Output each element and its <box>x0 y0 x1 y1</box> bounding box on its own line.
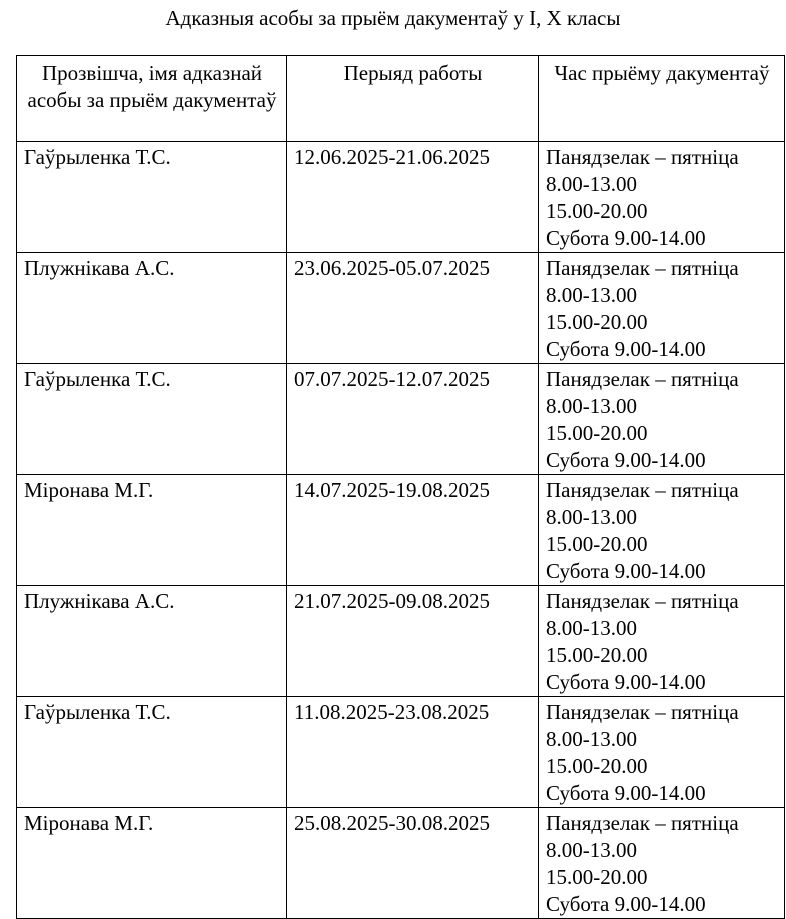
hours-morning: 8.00-13.00 <box>546 394 637 418</box>
responsible-name: Плужнікава А.С. <box>17 586 287 697</box>
table-row <box>17 808 785 919</box>
schedule-table <box>16 55 785 919</box>
hours-weekdays: Панядзелак – пятніца <box>546 700 739 724</box>
reception-hours <box>539 142 785 253</box>
hours-morning: 8.00-13.00 <box>546 505 637 529</box>
hours-morning: 8.00-13.00 <box>546 172 637 196</box>
table-row <box>17 253 785 364</box>
hours-morning: 8.00-13.00 <box>546 727 637 751</box>
hours-saturday: Субота 9.00-14.00 <box>546 670 706 694</box>
table-row <box>17 475 785 586</box>
hours-weekdays: Панядзелак – пятніца <box>546 367 739 391</box>
reception-hours <box>539 586 785 697</box>
responsible-name: Плужнікава А.С. <box>17 253 287 364</box>
hours-morning: 8.00-13.00 <box>546 283 637 307</box>
hours-evening: 15.00-20.00 <box>546 310 648 334</box>
hours-evening: 15.00-20.00 <box>546 754 648 778</box>
hours-saturday: Субота 9.00-14.00 <box>546 892 706 916</box>
hours-evening: 15.00-20.00 <box>546 532 648 556</box>
table-row <box>17 364 785 475</box>
work-period: 21.07.2025-09.08.2025 <box>287 586 539 697</box>
hours-morning: 8.00-13.00 <box>546 838 637 862</box>
hours-weekdays: Панядзелак – пятніца <box>546 145 739 169</box>
hours-weekdays: Панядзелак – пятніца <box>546 589 739 613</box>
hours-weekdays: Панядзелак – пятніца <box>546 478 739 502</box>
hours-evening: 15.00-20.00 <box>546 643 648 667</box>
reception-hours <box>539 697 785 808</box>
table-row <box>17 586 785 697</box>
header-period: Перыяд работы <box>287 56 539 142</box>
page-title: Адказныя асобы за прыём дакументаў у I, X класы <box>165 6 621 30</box>
responsible-name: Гаўрыленка Т.С. <box>17 364 287 475</box>
table-row <box>17 142 785 253</box>
work-period: 11.08.2025-23.08.2025 <box>287 697 539 808</box>
hours-saturday: Субота 9.00-14.00 <box>546 337 706 361</box>
work-period: 12.06.2025-21.06.2025 <box>287 142 539 253</box>
reception-hours <box>539 808 785 919</box>
responsible-name: Міронава М.Г. <box>17 808 287 919</box>
responsible-name: Гаўрыленка Т.С. <box>17 697 287 808</box>
reception-hours <box>539 475 785 586</box>
hours-saturday: Субота 9.00-14.00 <box>546 781 706 805</box>
hours-evening: 15.00-20.00 <box>546 865 648 889</box>
hours-saturday: Субота 9.00-14.00 <box>546 448 706 472</box>
hours-saturday: Субота 9.00-14.00 <box>546 226 706 250</box>
work-period: 07.07.2025-12.07.2025 <box>287 364 539 475</box>
responsible-name: Міронава М.Г. <box>17 475 287 586</box>
header-name: Прозвішча, імя адказнай асобы за прыём дакументаў <box>17 56 287 142</box>
hours-evening: 15.00-20.00 <box>546 421 648 445</box>
work-period: 23.06.2025-05.07.2025 <box>287 253 539 364</box>
hours-weekdays: Панядзелак – пятніца <box>546 256 739 280</box>
reception-hours <box>539 364 785 475</box>
hours-saturday: Субота 9.00-14.00 <box>546 559 706 583</box>
header-hours: Час прыёму дакументаў <box>539 56 785 142</box>
responsible-name: Гаўрыленка Т.С. <box>17 142 287 253</box>
hours-evening: 15.00-20.00 <box>546 199 648 223</box>
work-period: 25.08.2025-30.08.2025 <box>287 808 539 919</box>
hours-morning: 8.00-13.00 <box>546 616 637 640</box>
work-period: 14.07.2025-19.08.2025 <box>287 475 539 586</box>
table-row <box>17 697 785 808</box>
header-row <box>17 56 785 142</box>
reception-hours <box>539 253 785 364</box>
hours-weekdays: Панядзелак – пятніца <box>546 811 739 835</box>
